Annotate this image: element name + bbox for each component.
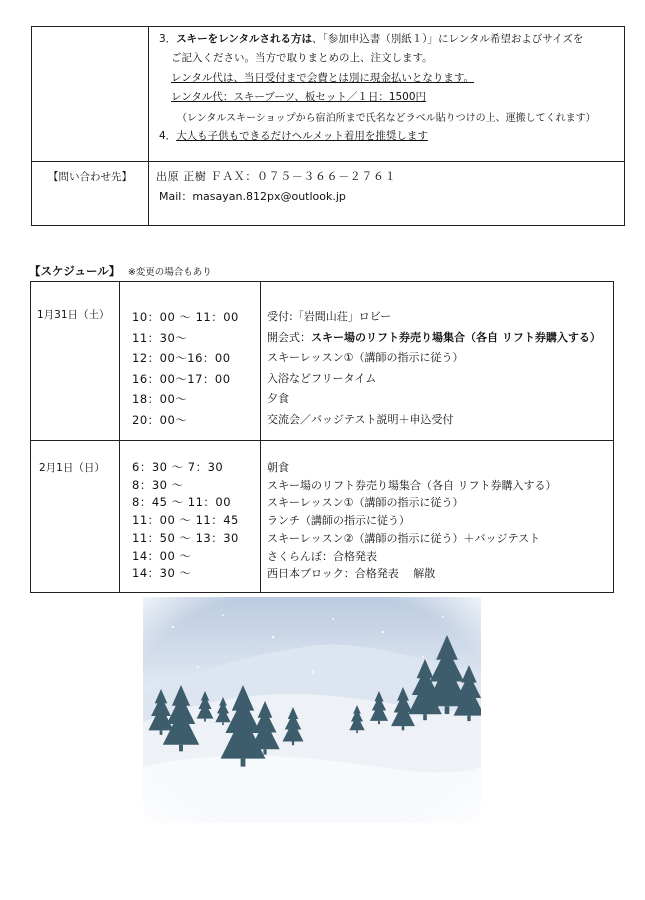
info-empty-cell (32, 27, 149, 162)
time-slot: 16：00～17：00 (132, 371, 231, 386)
winter-landscape-image (143, 597, 481, 823)
activity: 入浴などフリータイム (267, 371, 377, 385)
activity: スキーレッスン②（講師の指示に従う）＋バッジテスト (267, 531, 541, 545)
time-slot: 14：00 ～ (132, 548, 192, 563)
contact-mail: Mail：masayan.812px@outlook.jp (159, 190, 346, 203)
time-slot: 8：30 ～ (132, 477, 184, 492)
rental-item3-line2: ご記入ください。当方で取りまとめの上、注文します。 (171, 52, 433, 64)
activity: 西日本ブロック：合格発表 解散 (267, 567, 436, 581)
contact-fax: 出原 正樹 ＦＡＸ：０７５－３６６－２７６１ (156, 170, 397, 183)
contact-label: 【問い合わせ先】 (32, 162, 149, 226)
time-slot: 18：00～ (132, 392, 188, 406)
activity: スキー場のリフト券売り場集合（各自 リフト券購入する） (267, 478, 557, 492)
activity: 交流会／バッジテスト説明＋申込受付 (267, 412, 454, 426)
schedule-times-cell (120, 282, 261, 441)
time-slot: 10：00 ～ 11：00 (132, 310, 239, 324)
time-slot: 12：00～16：00 (132, 351, 231, 365)
rental-item3-line5: （レンタルスキーショップから宿泊所まで氏名などラベル貼りつけの上、運搬してくれます） (177, 113, 596, 124)
rental-item3-line3: レンタル代は、当日受付まで会費とは別に現金払いとなります。 (171, 72, 474, 84)
time-slot: 11：00 ～ 11：45 (132, 513, 239, 528)
contact-cell (149, 162, 625, 226)
activity: 夕食 (267, 392, 289, 405)
schedule-heading (29, 263, 212, 279)
activity: さくらんぼ：合格発表 (267, 549, 377, 563)
schedule-row (31, 282, 614, 441)
activity: スキーレッスン①（講師の指示に従う） (267, 351, 464, 364)
schedule-activities-cell (261, 441, 614, 593)
rental-item3: 3．スキーをレンタルされる方は、「参加申込書（別紙１）」にレンタル希望およびサイズを (159, 33, 584, 45)
activity: 開会式：スキー場のリフト券売り場集合（各自 リフト券購入する） (267, 330, 601, 344)
activity: スキーレッスン①（講師の指示に従う） (267, 496, 464, 510)
rental-item4: 4．大人も子供もできるだけヘルメット着用を推奨します (159, 130, 428, 142)
rental-item3-line4: レンタル代：スキーブーツ、板セット／１日：1500円 (171, 91, 427, 103)
activity: ランチ（講師の指示に従う） (267, 514, 410, 528)
schedule-date-cell (31, 282, 120, 441)
schedule-date-cell (31, 441, 120, 593)
schedule-title: 【スケジュール】 (29, 264, 121, 278)
time-slot: 11：50 ～ 13：30 (132, 530, 239, 545)
schedule-table (30, 281, 614, 593)
schedule-date: 2月1日（日） (39, 462, 105, 474)
schedule-date: 1月31日（土） (37, 309, 110, 321)
time-slot: 6：30 ～ 7：30 (132, 460, 224, 474)
time-slot: 14：30 ～ (132, 566, 192, 581)
schedule-note: ※変更の場合もあり (127, 267, 212, 278)
time-slot: 8：45 ～ 11：00 (132, 495, 232, 510)
schedule-activities-cell (261, 282, 614, 441)
rental-notes-cell (149, 27, 625, 162)
opening-bold: スキー場のリフト券売り場集合（各自 リフト券購入する） (311, 330, 601, 344)
time-slot: 11：30～ (132, 330, 188, 345)
schedule-times-cell (120, 441, 261, 593)
activity: 朝食 (267, 461, 289, 474)
time-slot: 20：00～ (132, 412, 188, 427)
schedule-row (31, 441, 614, 593)
activity: 受付:「岩間山荘」ロビー (267, 310, 392, 323)
info-table (31, 26, 625, 226)
